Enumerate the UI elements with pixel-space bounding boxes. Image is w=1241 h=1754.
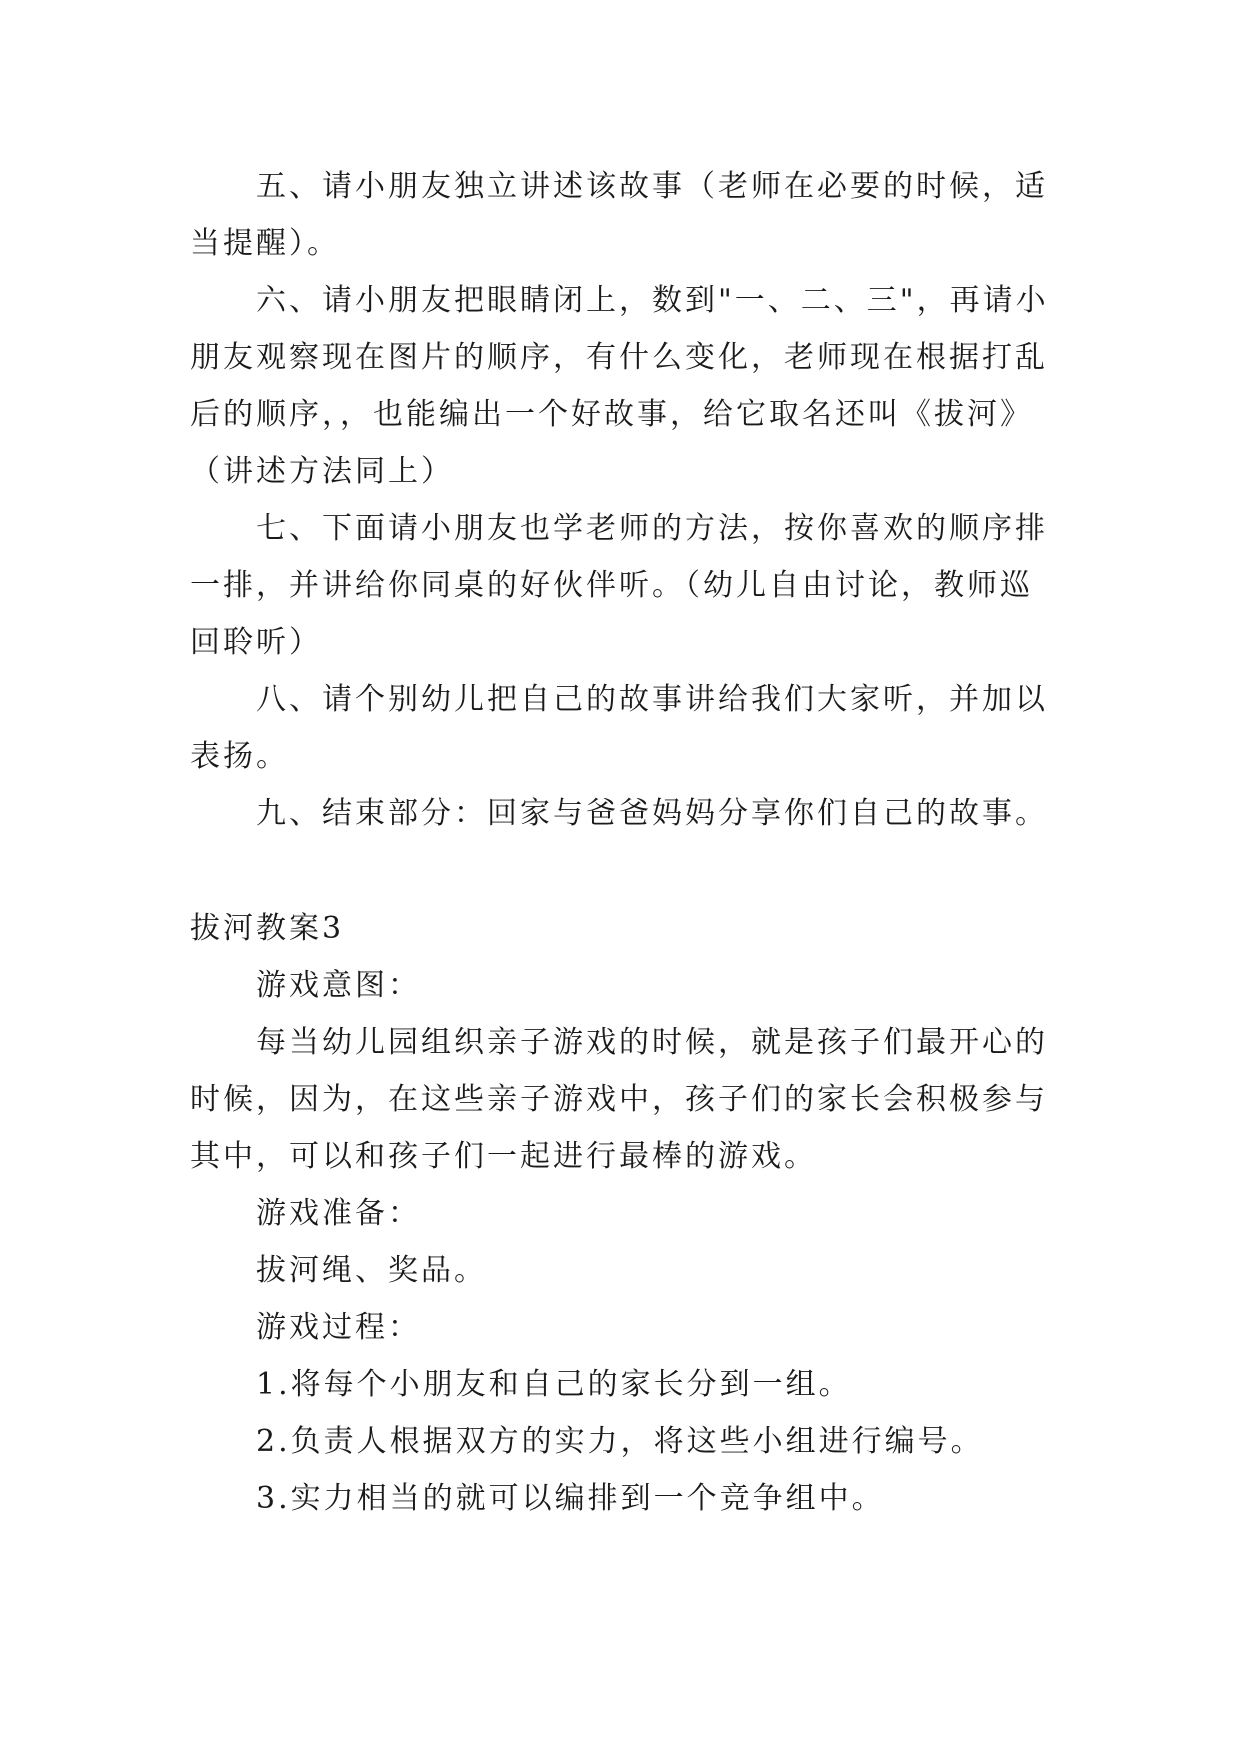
process-heading: 游戏过程： bbox=[256, 1310, 421, 1345]
section-gap bbox=[190, 842, 1050, 900]
process-step-1: 1.将每个小朋友和自己的家长分到一组。 bbox=[256, 1367, 852, 1402]
process-step-3: 3.实力相当的就可以编排到一个竞争组中。 bbox=[256, 1481, 885, 1516]
paragraph-step-6: 六、请小朋友把眼睛闭上，数到"一、二、三"，再请小朋友观察现在图片的顺序，有什么变化，老师现在根据打乱后的顺序，，也能编出一个好故事，给它取名还叫《拔河》（讲述方法同上） bbox=[190, 283, 1049, 489]
process-step-2: 2.负责人根据双方的实力，将这些小组进行编号。 bbox=[256, 1424, 984, 1459]
prep-heading: 游戏准备： bbox=[256, 1196, 421, 1231]
document-content bbox=[190, 158, 1050, 1527]
paragraph-step-9: 九、结束部分：回家与爸爸妈妈分享你们自己的故事。 bbox=[256, 796, 1048, 831]
prep-text: 拔河绳、奖品。 bbox=[256, 1253, 487, 1288]
paragraph-step-8: 八、请个别幼儿把自己的故事讲给我们大家听，并加以表扬。 bbox=[190, 682, 1048, 774]
intent-text: 每当幼儿园组织亲子游戏的时候，就是孩子们最开心的时候，因为，在这些亲子游戏中，孩子们的家长会积极参与其中，可以和孩子们一起进行最棒的游戏。 bbox=[190, 1025, 1048, 1174]
intent-heading: 游戏意图： bbox=[256, 968, 421, 1003]
paragraph-step-5: 五、请小朋友独立讲述该故事（老师在必要的时候，适当提醒）。 bbox=[190, 169, 1048, 261]
section-title: 拔河教案3 bbox=[190, 911, 345, 946]
paragraph-step-7: 七、下面请小朋友也学老师的方法，按你喜欢的顺序排一排，并讲给你同桌的好伙伴听。（幼儿自由讨论，教师巡回聆听） bbox=[190, 511, 1048, 660]
